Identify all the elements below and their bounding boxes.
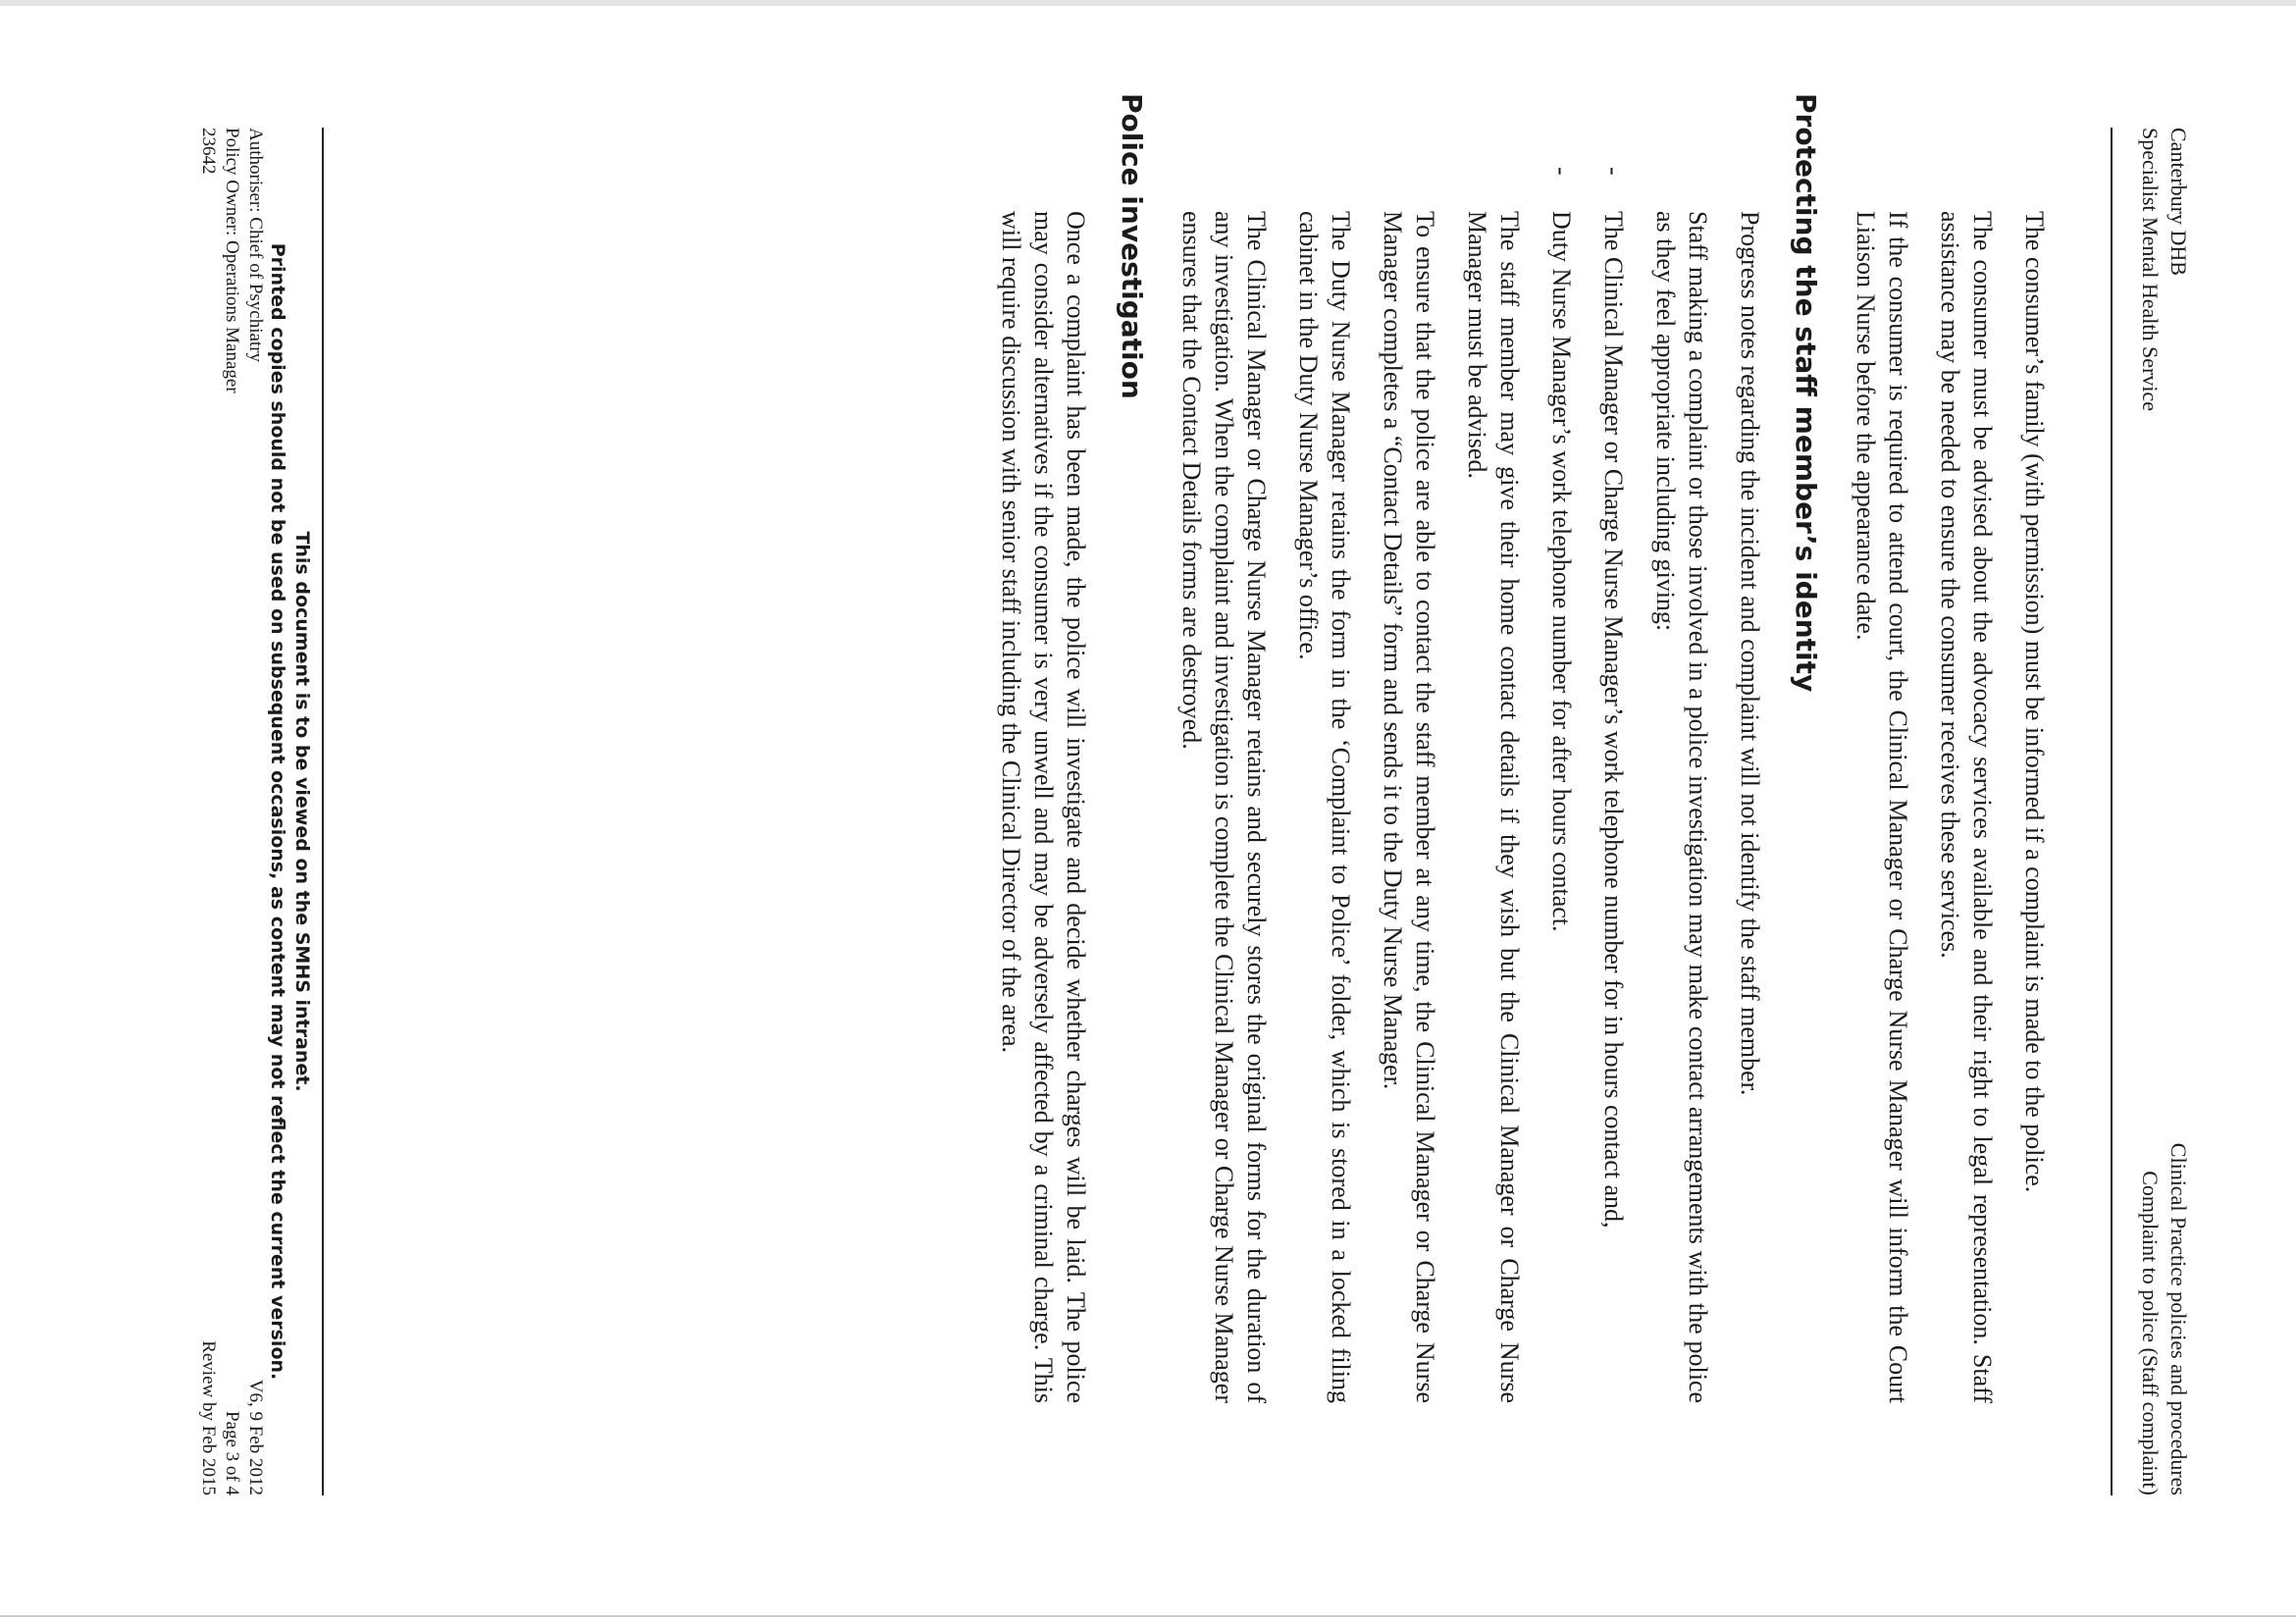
bullet-text: The Clinical Manager or Charge Nurse Manager’s work telephone number for in hours contact and, — [1599, 211, 1628, 1229]
header-doc-line2: Complaint to police (Staff complaint) — [2138, 1171, 2163, 1495]
identity-paragraph: The Duty Nurse Manager retains the form in the ‘Complaint to Police’ folder, which is stored in a locked filing cabinet in the Duty Nurse Manager’s office. — [1294, 211, 1355, 1403]
intro-paragraph: The consumer’s family (with permission) must be informed if a complaint is made to the police. — [2020, 211, 2049, 1193]
footer-version: V6, 9 Feb 2012 — [245, 1379, 266, 1495]
header-doc-line1: Clinical Practice policies and procedures — [2166, 1142, 2191, 1495]
header-document-title — [2136, 1143, 2193, 1495]
page-footer — [198, 128, 324, 1495]
footer-page-number: Page 3 of 4 — [222, 1410, 242, 1495]
section-heading-identity: Protecting the staff member’s identity — [1790, 93, 1822, 693]
footer-doc-number: 23642 — [198, 128, 219, 175]
identity-paragraph: The staff member may give their home contact details if they wish but the Clinical Manager or Charge Nurse Manager must be advised. — [1463, 211, 1524, 1403]
footer-notice-line2: Printed copies should not be used on subsequent occasions, as content may not reflect the current version. — [267, 242, 288, 1381]
bullet-item — [1597, 167, 1630, 1403]
police-paragraph: Once a complaint has been made, the police will investigate and decide whether charges will be laid. The police may consider alternatives if the consumer is very unwell and may be adversely affected by a criminal charge. This will require discussion with senior staff including the Clinical Director of the area. — [997, 211, 1090, 1403]
bullet-dash: - — [1547, 167, 1576, 176]
identity-paragraph: Progress notes regarding the incident and complaint will not identify the staff member. — [1736, 211, 1764, 1096]
footer-meta-right — [196, 1340, 267, 1495]
intro-paragraph: If the consumer is required to attend court, the Clinical Manager or Charge Nurse Manager will inform the Court Liaison Nurse before the appearance date. — [1852, 211, 1912, 1403]
identity-paragraph: The Clinical Manager or Charge Nurse Manager retains and securely stores the original forms for the duration of any investigation. When the complaint and investigation is complete the Clinical Manager or Charge Nurse Manager ensures that the Contact Details forms are destroyed. — [1177, 211, 1271, 1403]
header-organisation — [2136, 128, 2193, 411]
header-org-line1: Canterbury DHB — [2166, 128, 2191, 276]
bullet-dash: - — [1599, 167, 1628, 176]
footer-policy-owner: Policy Owner: Operations Manager — [222, 128, 242, 393]
section-heading-police: Police investigation — [1116, 93, 1148, 399]
header-org-line2: Specialist Mental Health Service — [2138, 128, 2163, 411]
intro-paragraph: The consumer must be advised about the advocacy services available and their right to legal representation. Staff assistance may be needed to ensure the consumer receives these services. — [1936, 211, 1997, 1403]
page-body — [975, 93, 2051, 1403]
footer-authoriser: Authoriser: Chief of Psychiatry — [245, 128, 266, 363]
footer-notice-line1: This document is to be viewed on the SMHS intranet. — [291, 531, 313, 1092]
footer-meta-left — [196, 128, 267, 393]
identity-paragraph: To ensure that the police are able to contact the staff member at any time, the Clinical Manager or Charge Nurse Manager completes a “Contact Details” form and sends it to the Duty Nurse Manager. — [1379, 211, 1439, 1403]
footer-review-date: Review by Feb 2015 — [198, 1340, 219, 1495]
footer-notice — [265, 128, 314, 1495]
bullet-text: Duty Nurse Manager’s work telephone number for after hours contact. — [1547, 211, 1576, 932]
page-header — [2111, 128, 2203, 1495]
identity-paragraph: Staff making a complaint or those involved in a police investigation may make contact arrangements with the police as they feel appropriate including giving: — [1651, 211, 1712, 1403]
bullet-item — [1545, 167, 1578, 1403]
